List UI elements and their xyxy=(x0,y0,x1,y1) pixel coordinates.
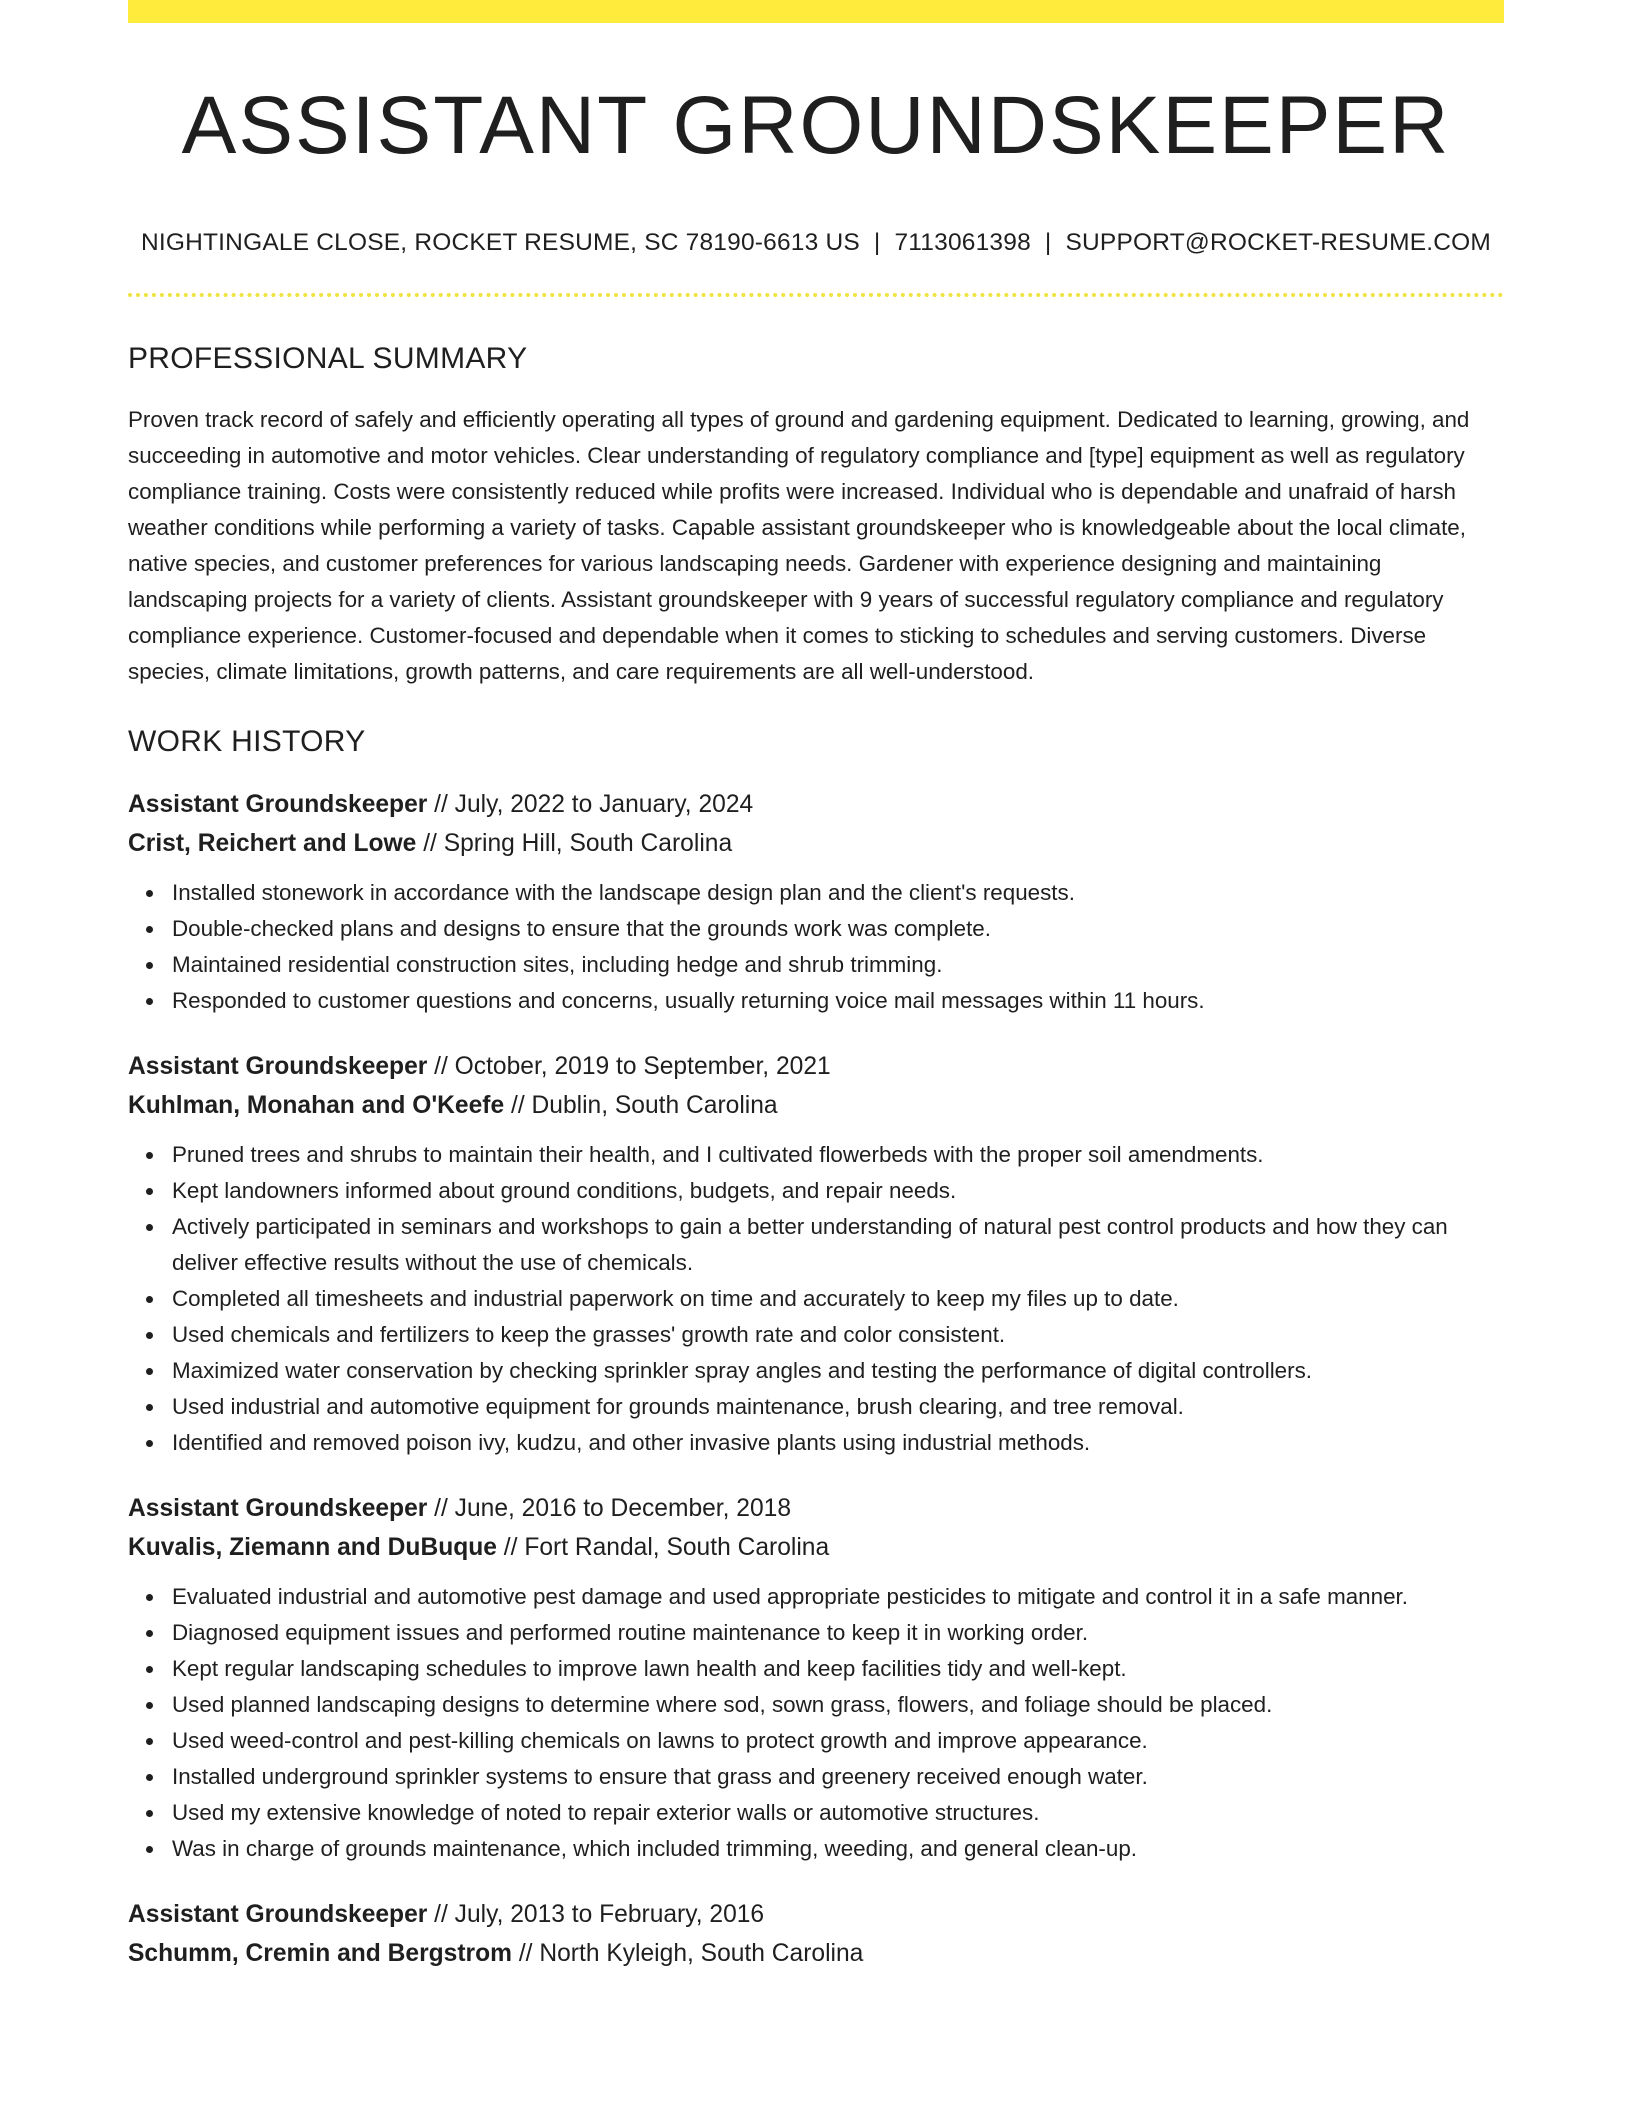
contact-separator: | xyxy=(1044,229,1052,256)
job-separator: // xyxy=(427,791,455,818)
job-title: Assistant Groundskeeper xyxy=(128,791,428,818)
job-dates: June, 2016 to December, 2018 xyxy=(454,1495,792,1522)
job-bullet: Identified and removed poison ivy, kudzu, and other invasive plants using industrial methods. xyxy=(172,1425,1504,1461)
job-company-line xyxy=(128,1934,1504,1973)
job-company: Kuhlman, Monahan and O'Keefe xyxy=(128,1092,505,1119)
job-bullet: Used weed-control and pest-killing chemicals on lawns to protect growth and improve appearance. xyxy=(172,1723,1504,1759)
job-bullet: Kept regular landscaping schedules to improve lawn health and keep facilities tidy and well-kept. xyxy=(172,1651,1504,1687)
job-bullet: Double-checked plans and designs to ensure that the grounds work was complete. xyxy=(172,911,1504,947)
job-bullet: Maximized water conservation by checking sprinkler spray angles and testing the performance of digital controllers. xyxy=(172,1353,1504,1389)
job-separator: // xyxy=(496,1534,525,1561)
resume-page xyxy=(128,0,1504,1973)
job-title-line xyxy=(128,1047,1504,1086)
job-title: Assistant Groundskeeper xyxy=(128,1495,428,1522)
job-bullet-list xyxy=(128,875,1504,1019)
job-bullet: Responded to customer questions and concerns, usually returning voice mail messages within 11 hours. xyxy=(172,983,1504,1019)
job-title-line xyxy=(128,785,1504,824)
job-bullet: Used planned landscaping designs to determine where sod, sown grass, flowers, and foliage should be placed. xyxy=(172,1687,1504,1723)
job-location: Fort Randal, South Carolina xyxy=(524,1534,830,1561)
job-company: Crist, Reichert and Lowe xyxy=(128,830,417,857)
job-title: Assistant Groundskeeper xyxy=(128,1901,428,1928)
work-history-list xyxy=(128,785,1504,1973)
job-separator: // xyxy=(427,1495,455,1522)
job-company: Kuvalis, Ziemann and DuBuque xyxy=(128,1534,497,1561)
job-bullet-list xyxy=(128,1137,1504,1461)
job-bullet: Installed underground sprinkler systems to ensure that grass and greenery received enough water. xyxy=(172,1759,1504,1795)
work-history-heading: WORK HISTORY xyxy=(128,725,366,758)
contact-line xyxy=(128,229,1504,257)
job-separator: // xyxy=(512,1940,540,1967)
job-bullet-list xyxy=(128,1579,1504,1867)
job-company-line xyxy=(128,1528,1504,1567)
summary-text: Proven track record of safely and efficiently operating all types of ground and gardening equipment. Dedicated to learning, growing, and succeeding in automotive and motor vehicles. Clear understanding of regulatory compliance and [type] equipment as well as regulatory compliance training. Costs were consistently reduced while profits were increased. Individual who is dependable and unafraid of harsh weather conditions while performing a variety of tasks. Capable assistant groundskeeper who is knowledgeable about the local climate, native species, and customer preferences for various landscaping needs. Gardener with experience designing and maintaining landscaping projects for a variety of clients. Assistant groundskeeper with 9 years of successful regulatory compliance and regulatory compliance experience. Customer-focused and dependable when it comes to sticking to schedules and serving customers. Diverse species, climate limitations, growth patterns, and care requirements are all well-understood. xyxy=(128,407,1470,684)
job-entry xyxy=(128,1047,1504,1461)
contact-phone: 7113061398 xyxy=(894,229,1031,256)
accent-bar xyxy=(128,0,1504,23)
job-bullet: Kept landowners informed about ground conditions, budgets, and repair needs. xyxy=(172,1173,1504,1209)
job-bullet: Used chemicals and fertilizers to keep the grasses' growth rate and color consistent. xyxy=(172,1317,1504,1353)
job-title: Assistant Groundskeeper xyxy=(128,1053,428,1080)
job-company-line xyxy=(128,1086,1504,1125)
job-separator: // xyxy=(504,1092,532,1119)
job-separator: // xyxy=(427,1053,455,1080)
page-title: ASSISTANT GROUNDSKEEPER xyxy=(181,80,1451,171)
job-bullet: Used industrial and automotive equipment for grounds maintenance, brush clearing, and tree removal. xyxy=(172,1389,1504,1425)
job-location: Dublin, South Carolina xyxy=(531,1092,778,1119)
summary-heading: PROFESSIONAL SUMMARY xyxy=(128,342,528,375)
job-separator: // xyxy=(416,830,444,857)
job-bullet: Pruned trees and shrubs to maintain their health, and I cultivated flowerbeds with the proper soil amendments. xyxy=(172,1137,1504,1173)
job-bullet: Completed all timesheets and industrial paperwork on time and accurately to keep my files up to date. xyxy=(172,1281,1504,1317)
job-bullet: Diagnosed equipment issues and performed routine maintenance to keep it in working order. xyxy=(172,1615,1504,1651)
job-entry xyxy=(128,1895,1504,1973)
job-bullet: Installed stonework in accordance with the landscape design plan and the client's requests. xyxy=(172,875,1504,911)
job-bullet: Evaluated industrial and automotive pest damage and used appropriate pesticides to mitigate and control it in a safe manner. xyxy=(172,1579,1504,1615)
job-bullet: Used my extensive knowledge of noted to repair exterior walls or automotive structures. xyxy=(172,1795,1504,1831)
job-entry xyxy=(128,1489,1504,1867)
job-entry xyxy=(128,785,1504,1019)
job-bullet: Was in charge of grounds maintenance, which included trimming, weeding, and general clean-up. xyxy=(172,1831,1504,1867)
contact-address: NIGHTINGALE CLOSE, ROCKET RESUME, SC 78190-6613 US xyxy=(140,229,860,256)
job-company-line xyxy=(128,824,1504,863)
job-separator: // xyxy=(427,1901,455,1928)
contact-email: SUPPORT@ROCKET-RESUME.COM xyxy=(1065,229,1492,256)
job-title-line xyxy=(128,1895,1504,1934)
job-dates: July, 2022 to January, 2024 xyxy=(454,791,754,818)
job-bullet: Maintained residential construction sites, including hedge and shrub trimming. xyxy=(172,947,1504,983)
contact-separator: | xyxy=(873,229,881,256)
job-location: Spring Hill, South Carolina xyxy=(443,830,733,857)
job-bullet: Actively participated in seminars and workshops to gain a better understanding of natural pest control products and how they can deliver effective results without the use of chemicals. xyxy=(172,1209,1504,1281)
header-divider xyxy=(128,293,1504,297)
job-location: North Kyleigh, South Carolina xyxy=(539,1940,864,1967)
job-title-line xyxy=(128,1489,1504,1528)
job-company: Schumm, Cremin and Bergstrom xyxy=(128,1940,513,1967)
job-dates: October, 2019 to September, 2021 xyxy=(454,1053,831,1080)
job-dates: July, 2013 to February, 2016 xyxy=(454,1901,765,1928)
